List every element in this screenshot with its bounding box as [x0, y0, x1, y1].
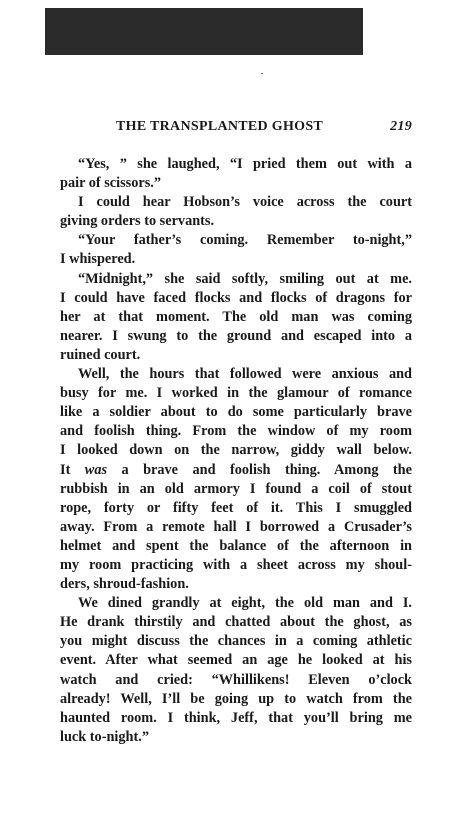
- text-line: her at that moment. The old man was coming: [60, 308, 412, 325]
- text-line: and foolish thing. From the window of my room: [60, 423, 412, 440]
- text-line: giving orders to servants.: [60, 213, 215, 230]
- text-line: pair of scissors.”: [60, 175, 162, 192]
- text-line: my room practicing with a sheet across my shoul-: [60, 556, 412, 573]
- body-text: [60, 155, 412, 747]
- text-line: nearer. I swung to the ground and escaped into a: [60, 327, 412, 344]
- text-line: rope, forty or fifty feet of it. This I smuggled: [60, 499, 412, 516]
- scan-redaction-bar: [45, 8, 363, 55]
- text-line: I could hear Hobson’s voice across the court: [78, 194, 412, 211]
- text-line: you might discuss the chances in a coming athletic: [60, 633, 412, 650]
- text-line: It was a brave and foolish thing. Among the: [60, 461, 412, 478]
- text-line: away. From a remote hall I borrowed a Crusader’s: [60, 518, 412, 535]
- text-line: I whispered.: [60, 251, 136, 268]
- running-head-title: THE TRANSPLANTED GHOST: [116, 119, 324, 134]
- text-line: ders, shroud-fashion.: [60, 576, 189, 593]
- text-line: haunted room. I think, Jeff, that you’ll bring me: [60, 709, 412, 726]
- text-line: watch and cried: “Whillikens! Eleven o’clock: [60, 671, 412, 688]
- page-number: 219: [390, 119, 412, 134]
- running-head: [116, 119, 412, 139]
- text-line: busy for me. I worked in the glamour of romance: [60, 385, 412, 402]
- text-line: “Your father’s coming. Remember to-night,”: [78, 232, 412, 249]
- text-line: Well, the hours that followed were anxious and: [78, 366, 412, 383]
- text-line: rubbish in an old armory I found a coil of stout: [60, 480, 412, 497]
- text-line: He drank thirstily and chatted about the ghost, as: [60, 614, 412, 631]
- text-line: I could have faced flocks and flocks of dragons for: [60, 289, 412, 306]
- scan-speck: [261, 73, 263, 74]
- text-line: We dined grandly at eight, the old man and I.: [78, 595, 412, 612]
- emphasis: was: [84, 461, 108, 478]
- text-line: “Yes, ” she laughed, “I pried them out with a: [78, 156, 412, 172]
- text-line: I looked down on the narrow, giddy wall below.: [60, 442, 412, 459]
- text-line: already! Well, I’ll be going up to watch from the: [60, 690, 412, 707]
- text-line: helmet and spent the balance of the afternoon in: [60, 537, 412, 554]
- text-line: event. After what seemed an age he looked at his: [60, 652, 412, 669]
- text-line: “Midnight,” she said softly, smiling out at me.: [78, 270, 412, 287]
- text-line: like a soldier about to do some particularly brave: [60, 404, 412, 421]
- text-line: ruined court.: [60, 346, 141, 363]
- text-line: luck to-night.”: [60, 728, 149, 745]
